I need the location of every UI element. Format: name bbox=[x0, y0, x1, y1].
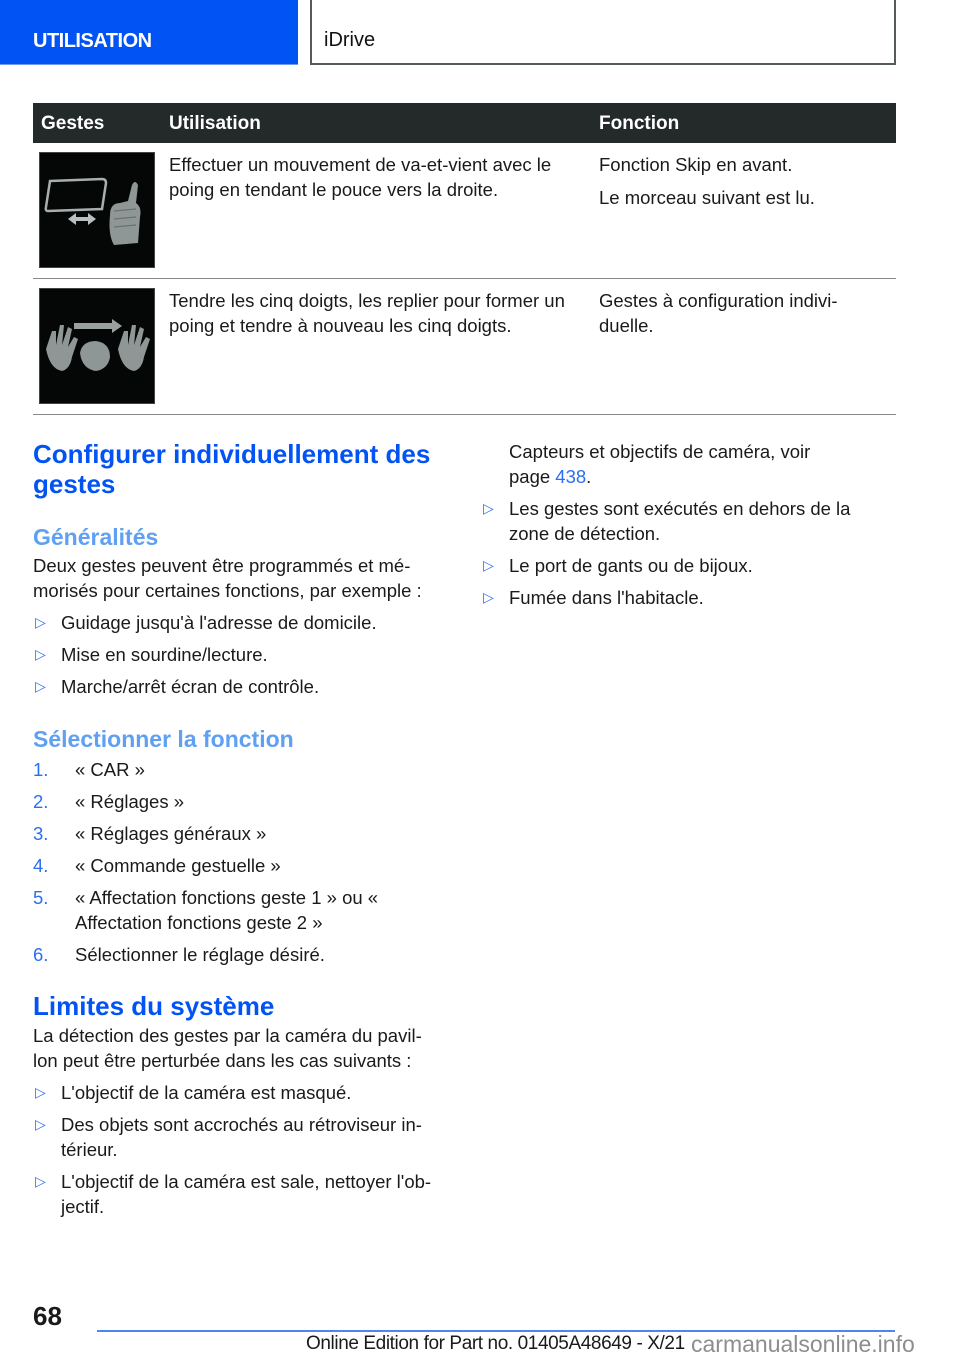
function-text: Fonction Skip en avant. bbox=[599, 154, 793, 175]
general-intro: Deux gestes peuvent être programmés et mé-morisés pour certaines fonctions, par exemple : bbox=[33, 555, 422, 601]
triangle-bullet-icon: ▷ bbox=[35, 614, 46, 630]
column-header-gestes: Gestes bbox=[41, 113, 105, 134]
table-header bbox=[33, 103, 896, 143]
edition-text: Online Edition for Part no. 01405A48649 - X/21 bbox=[306, 1333, 685, 1354]
step-item: 4. « Commande gestuelle » bbox=[33, 855, 281, 876]
watermark: carmanualsonline.info bbox=[691, 1331, 915, 1357]
thumb-swipe-gesture-icon bbox=[39, 152, 155, 268]
limits-intro: La détection des gestes par la caméra du pavil-lon peut être perturbée dans les cas suivants : bbox=[33, 1025, 422, 1071]
function-text: Gestes à configuration indivi-duelle. bbox=[599, 290, 838, 336]
triangle-bullet-icon: ▷ bbox=[35, 678, 46, 694]
section-title: iDrive bbox=[324, 29, 376, 51]
list-item: ▷ Guidage jusqu'à l'adresse de domicile. bbox=[35, 612, 377, 633]
list-item: ▷ Le port de gants ou de bijoux. bbox=[483, 555, 753, 576]
step-item: 5. « Affectation fonctions geste 1 » ou « Affectation fonctions geste 2 » bbox=[33, 887, 379, 933]
page-number: 68 bbox=[33, 1301, 62, 1331]
open-fist-open-gesture-icon bbox=[39, 288, 155, 404]
section-heading-configure: Configurer individuellement des gestes bbox=[33, 439, 431, 499]
right-bullet-list bbox=[481, 496, 881, 610]
list-item: ▷ Marche/arrêt écran de contrôle. bbox=[35, 676, 320, 697]
continued-text: Capteurs et objectifs de caméra, voir page 438. bbox=[509, 441, 811, 487]
function-text: Le morceau suivant est lu. bbox=[599, 187, 815, 208]
triangle-bullet-icon: ▷ bbox=[483, 557, 494, 573]
triangle-bullet-icon: ▷ bbox=[35, 1116, 46, 1132]
section-title-box bbox=[310, 0, 896, 65]
page-reference-link[interactable]: 438 bbox=[555, 466, 587, 487]
chapter-label: UTILISATION bbox=[33, 30, 152, 52]
step-item: 1. « CAR » bbox=[33, 759, 145, 780]
list-item: ▷ L'objectif de la caméra est sale, nettoyer l'ob-jectif. bbox=[35, 1171, 432, 1217]
list-item: ▷ Mise en sourdine/lecture. bbox=[35, 644, 268, 665]
column-header-fonction: Fonction bbox=[599, 113, 680, 134]
gesture-usage-text: Effectuer un mouvement de va-et-vient avec le poing en tendant le pouce vers la droite. bbox=[169, 154, 552, 200]
list-item: ▷ Les gestes sont exécutés en dehors de la zone de détection. bbox=[483, 498, 851, 544]
list-item: ▷ Fumée dans l'habitacle. bbox=[483, 587, 704, 608]
table-row bbox=[33, 279, 896, 415]
subheading-general: Généralités bbox=[33, 524, 159, 550]
gesture-usage-text: Tendre les cinq doigts, les replier pour former un poing et tendre à nouveau les cinq doigts. bbox=[169, 290, 565, 336]
list-item: ▷ L'objectif de la caméra est masqué. bbox=[35, 1082, 352, 1103]
step-item: 6. Sélectionner le réglage désiré. bbox=[33, 944, 325, 965]
gesture-function bbox=[599, 288, 889, 338]
triangle-bullet-icon: ▷ bbox=[35, 1084, 46, 1100]
list-item: ▷ Des objets sont accrochés au rétroviseur in-térieur. bbox=[35, 1114, 422, 1160]
steps-list bbox=[33, 757, 443, 967]
limits-bullet-list bbox=[33, 1080, 443, 1219]
table-row bbox=[33, 143, 896, 279]
triangle-bullet-icon: ▷ bbox=[483, 589, 494, 605]
chapter-tab bbox=[0, 0, 298, 65]
left-column bbox=[33, 439, 443, 1219]
triangle-bullet-icon: ▷ bbox=[35, 1173, 46, 1189]
subheading-select-function: Sélectionner la fonction bbox=[33, 726, 294, 752]
column-header-utilisation: Utilisation bbox=[169, 113, 261, 134]
general-bullet-list bbox=[33, 610, 443, 699]
step-item: 2. « Réglages » bbox=[33, 791, 185, 812]
gesture-function bbox=[599, 152, 889, 210]
right-column bbox=[481, 439, 881, 610]
triangle-bullet-icon: ▷ bbox=[35, 646, 46, 662]
step-item: 3. « Réglages généraux » bbox=[33, 823, 267, 844]
section-heading-limits: Limites du système bbox=[33, 991, 275, 1021]
gestures-table bbox=[33, 103, 896, 415]
triangle-bullet-icon: ▷ bbox=[483, 500, 494, 516]
